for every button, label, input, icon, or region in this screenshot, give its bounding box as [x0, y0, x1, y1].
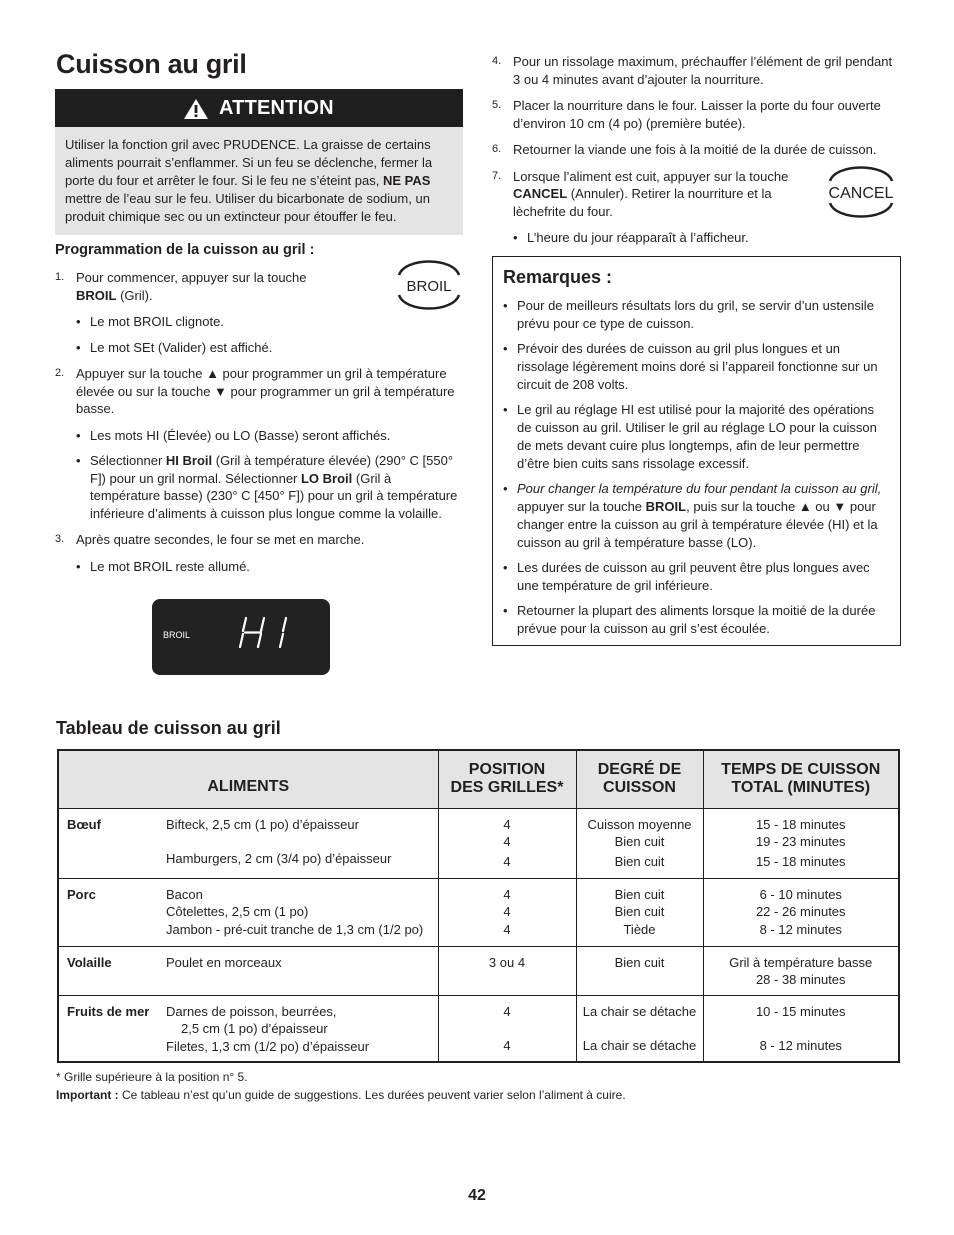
remark-item: • Retourner la plupart des aliments lorsque la moitié de la durée prévue pour la cuisson au gril s’est écoulée. — [503, 603, 876, 636]
remark-item: • Prévoir des durées de cuisson au gril plus longues et un rissolage légèrement moins doré si l’appareil fonctionne sur un circuit de 208 volts. — [503, 341, 878, 392]
step-number: 3. — [55, 533, 65, 545]
step-text: Appuyer sur la touche ▲ pour programmer un gril à température élevée ou sur la touche ▼ pour programmer un gril à température basse. — [76, 366, 455, 416]
position-cell: 4 4 — [438, 995, 576, 1062]
step-number: 4. — [492, 55, 502, 67]
food-item: Jambon - pré-cuit tranche de 1,3 cm (1/2 po) — [166, 921, 424, 937]
step-text: Lorsque l’aliment est cuit, appuyer sur la touche — [513, 168, 789, 184]
bullet-text: (Gril à température élevée) (290° C [550° F]) pour un gril normal. Sélectionner — [90, 453, 454, 486]
bullet-text: Sélectionner — [90, 453, 166, 468]
footnote — [56, 1068, 626, 1104]
broil-button-label: BROIL — [406, 278, 452, 295]
step-1-bullet: • Le mot BROIL clignote. — [76, 314, 224, 329]
time-cell: 10 - 15 minutes 8 - 12 minutes — [703, 995, 899, 1062]
bullet-text: Le mot BROIL clignote. — [90, 314, 224, 329]
remark-text: Prévoir des durées de cuisson au gril plus longues et un rissolage légèrement moins doré si l’appareil fonctionne sur un circuit de 208 volts. — [517, 341, 878, 392]
table-row — [58, 878, 899, 946]
footnote-important: Important : Ce tableau n’est qu’un guide de suggestions. Les durées peuvent varier selon l’aliment à cuire. — [56, 1088, 626, 1102]
step-bold: BROIL — [76, 287, 117, 303]
food-cell — [58, 878, 438, 946]
step-number: 2. — [55, 367, 65, 379]
step-7 — [492, 168, 797, 221]
food-item: Côtelettes, 2,5 cm (1 po) — [166, 904, 309, 919]
bullet-bold: LO Broil — [300, 470, 353, 486]
remark-text: Le gril au réglage HI est utilisé pour la majorité des opérations de cuisson au gril. Utiliser le gril au réglage LO pour la cuisson de mets devant cuire plus longtemps, afin de leur permettre d’être bien cuits sans rissolage excessif. — [517, 402, 877, 471]
remark-item: • Pour de meilleurs résultats lors du gril, se servir d’un ustensile prévu pour ce type de cuisson. — [503, 298, 874, 331]
step-text: (Gril). — [116, 287, 153, 303]
remark-text: Les durées de cuisson au gril peuvent être plus longues avec une température de gril inférieure. — [517, 560, 870, 593]
food-category: Bœuf — [67, 816, 101, 832]
remark-text: appuyer sur la touche — [517, 499, 646, 514]
food-item: Poulet en morceaux — [166, 954, 282, 970]
bullet-text: Les mots HI (Élevée) ou LO (Basse) seront affichés. — [90, 427, 391, 443]
remark-text: , puis sur la touche ▲ ou ▼ pour changer entre la cuisson au gril à température élevée (HI) et la cuisson au gril à température basse (LO). — [517, 499, 878, 550]
step-bold: CANCEL — [513, 186, 568, 201]
header-time: TEMPS DE CUISSON TOTAL (MINUTES) — [703, 750, 899, 808]
food-item: 2,5 cm (1 po) d’épaisseur — [181, 1021, 328, 1036]
lcd-broil-label: BROIL — [163, 630, 191, 640]
remark-text: Retourner la plupart des aliments lorsque la moitié de la durée prévue pour la cuisson au gril s’est écoulée. — [517, 603, 876, 636]
remark-bold: BROIL — [645, 499, 687, 514]
food-category: Fruits de mer — [67, 1003, 150, 1019]
remarks-title: Remarques : — [503, 267, 613, 287]
bullet-text: L’heure du jour réapparaît à l’afficheur. — [527, 230, 749, 245]
step-2-bullet: • Sélectionner HI Broil (Gril à température élevée) (290° C [550° F]) pour un gril normal. Sélectionner LO Broil (Gril à température basse) (230° C [450° F]) pour un gril à température inférieure d’aliments à cuisson plus longue comme la volaille. — [76, 453, 458, 521]
food-category: Volaille — [67, 954, 112, 970]
food-item: Bifteck, 2,5 cm (1 po) d’épaisseur — [166, 816, 359, 832]
time-cell: 6 - 10 minutes 22 - 26 minutes 8 - 12 minutes — [703, 878, 899, 946]
table-header-row — [58, 750, 899, 808]
bullet-text: Le mot BROIL reste allumé. — [90, 558, 250, 574]
attention-text-part: mettre de l’eau sur le feu. Utiliser du bicarbonate de sodium, un produit chimique sec ou un extincteur pour étouffer le feu. — [65, 191, 430, 224]
footnote-line: * Grille supérieure à la position n° 5. — [56, 1070, 248, 1084]
attention-text — [55, 127, 463, 235]
remark-item: • Pour changer la température du four pendant la cuisson au gril, appuyer sur la touche BROIL, puis sur la touche ▲ ou ▼ pour changer entre la cuisson au gril à température élevée (HI) et la cuisson au gril à température basse (LO). — [503, 481, 882, 550]
step-5 — [492, 97, 897, 132]
attention-text-part: Utiliser la fonction gril avec PRUDENCE. La graisse de certains aliments pourrait s’enflammer. Si un feu se déclenche, fermer la porte du four et arrêter le four. Si le feu ne s’éteint pas, — [65, 137, 433, 188]
bullet-text: (Gril à température basse) (230° C [450° F]) pour un gril à température inférieure d’aliments à cuisson plus longue comme la volaille. — [90, 470, 458, 521]
page-number: 42 — [468, 1187, 486, 1204]
cancel-button-label: CANCEL — [828, 185, 894, 202]
step-number: 6. — [492, 143, 502, 155]
attention-bold: NE PAS — [382, 173, 431, 188]
step-text: Pour commencer, appuyer sur la touche — [76, 270, 307, 285]
step-text: Placer la nourriture dans le four. Laisser la porte du four ouverte d’environ 10 cm (4 po) (première butée). — [513, 98, 881, 131]
step-text: (Annuler). Retirer la nourriture et la lèchefrite du four. — [513, 186, 772, 219]
lcd-display — [152, 599, 330, 675]
food-category: Porc — [67, 886, 96, 902]
attention-header — [55, 89, 463, 127]
remark-italic: Pour changer la température du four pendant la cuisson au gril, — [517, 481, 882, 496]
step-text: Retourner la viande une fois à la moitié de la durée de cuisson. — [513, 142, 877, 157]
step-1 — [55, 269, 355, 304]
table-row — [58, 946, 899, 995]
food-item: Bacon — [166, 886, 203, 902]
food-item: Hamburgers, 2 cm (3/4 po) d’épaisseur — [166, 851, 392, 866]
step-number: 1. — [55, 271, 65, 283]
step-3-bullet: • Le mot BROIL reste allumé. — [76, 558, 250, 574]
position-cell: 3 ou 4 — [438, 946, 576, 995]
food-cell — [58, 808, 438, 878]
step-text: Pour un rissolage maximum, préchauffer l’élément de gril pendant 3 ou 4 minutes avant d’ajouter la nourriture. — [513, 54, 893, 87]
doneness-cell: Bien cuit — [576, 946, 703, 995]
step-2 — [55, 365, 460, 418]
step-3 — [55, 531, 460, 549]
warning-icon — [183, 98, 209, 120]
step-1-bullet: • Le mot SEt (Valider) est affiché. — [76, 339, 273, 355]
step-2-bullet: • Les mots HI (Élevée) ou LO (Basse) seront affichés. — [76, 427, 391, 443]
position-cell: 4 4 4 — [438, 878, 576, 946]
programming-heading: Programmation de la cuisson au gril : — [55, 242, 315, 258]
remark-item: • Le gril au réglage HI est utilisé pour la majorité des opérations de cuisson au gril. Utiliser le gril au réglage LO pour la cuisson de mets devant cuire plus longtemps, afin de leur permettre d’être bien cuits sans rissolage excessif. — [503, 402, 877, 471]
step-number: 7. — [492, 169, 502, 182]
table-title: Tableau de cuisson au gril — [56, 718, 281, 738]
step-6 — [492, 141, 897, 159]
header-position: POSITION DES GRILLES* — [438, 750, 576, 808]
page-title: Cuisson au gril — [56, 49, 247, 79]
food-cell — [58, 995, 438, 1062]
bullet-text: Le mot SEt (Valider) est affiché. — [90, 339, 273, 355]
remark-item: • Les durées de cuisson au gril peuvent être plus longues avec une température de gril inférieure. — [503, 560, 870, 593]
table-row — [58, 808, 899, 878]
attention-label: ATTENTION — [219, 97, 334, 119]
header-doneness: DEGRÉ DE CUISSON — [576, 750, 703, 808]
doneness-cell: La chair se détache La chair se détache — [576, 995, 703, 1062]
bullet-bold: HI Broil — [165, 453, 213, 468]
cancel-button-icon — [824, 159, 898, 225]
remark-text: Pour de meilleurs résultats lors du gril, se servir d’un ustensile prévu pour ce type de cuisson. — [517, 298, 874, 331]
header-food: ALIMENTS — [58, 750, 438, 808]
lcd-hi-readout — [238, 613, 298, 653]
food-cell — [58, 946, 438, 995]
step-number: 5. — [492, 99, 502, 111]
position-cell: 4 4 4 — [438, 808, 576, 878]
broil-table — [57, 749, 900, 1063]
step-7-bullet: • L’heure du jour réapparaît à l’afficheur. — [513, 230, 749, 245]
food-item: Filetes, 1,3 cm (1/2 po) d’épaisseur — [166, 1038, 370, 1054]
table-row — [58, 995, 899, 1062]
time-cell: Gril à température basse 28 - 38 minutes — [703, 946, 899, 995]
food-item: Darnes de poisson, beurrées, — [166, 1003, 337, 1019]
step-text: Après quatre secondes, le four se met en marche. — [76, 532, 365, 547]
programming-steps — [55, 269, 460, 583]
doneness-cell: Cuisson moyenne Bien cuit Bien cuit — [576, 808, 703, 878]
step-4 — [492, 53, 897, 88]
doneness-cell: Bien cuit Bien cuit Tiède — [576, 878, 703, 946]
time-cell: 15 - 18 minutes 19 - 23 minutes 15 - 18 minutes — [703, 808, 899, 878]
remarks-box — [492, 256, 901, 646]
